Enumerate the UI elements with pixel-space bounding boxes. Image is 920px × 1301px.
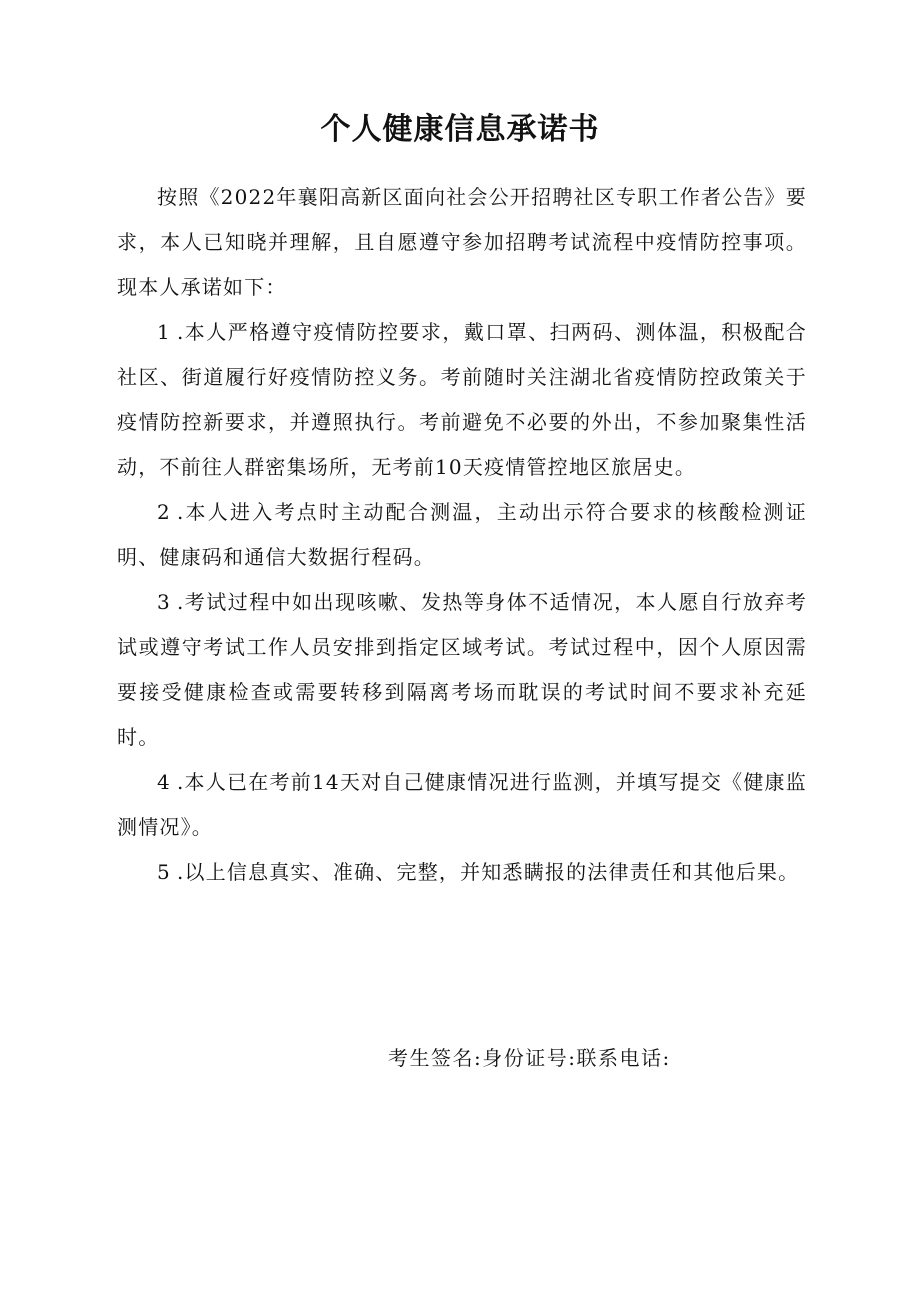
item-number: 2 <box>157 500 171 524</box>
item-number: 4 <box>157 770 171 794</box>
item-text: .考试过程中如出现咳嗽、发热等身体不适情况，本人愿自行放弃考试或遵守考试工作人员安排到指定区域考试。考试过程中，因个人原因需要接受健康检查或需要转移到隔离考场而耽误的考试时间不要求补充延时。 <box>117 590 807 749</box>
commitment-item-5 <box>117 850 807 895</box>
item-text: .本人进入考点时主动配合测温，主动出示符合要求的核酸检测证明、健康码和通信大数据行程码。 <box>117 500 807 569</box>
item-number: 5 <box>157 860 171 884</box>
commitment-item-2 <box>117 490 807 580</box>
commitment-item-3 <box>117 580 807 760</box>
document-title: 个人健康信息承诺书 <box>320 112 600 147</box>
signature-line <box>388 1038 671 1078</box>
item-number: 1 <box>157 320 171 344</box>
intro-paragraph: 按照《2022年襄阳高新区面向社会公开招聘社区专职工作者公告》要求，本人已知晓并理解，且自愿遵守参加招聘考试流程中疫情防控事项。现本人承诺如下： <box>117 185 807 299</box>
item-number: 3 <box>157 590 171 614</box>
commitment-item-4 <box>117 760 807 850</box>
commitment-item-1 <box>117 310 807 490</box>
document-body <box>117 175 807 895</box>
item-text: .以上信息真实、准确、完整，并知悉瞒报的法律责任和其他后果。 <box>176 860 800 884</box>
item-text: .本人严格遵守疫情防控要求，戴口罩、扫两码、测体温，积极配合社区、街道履行好疫情防控义务。考前随时关注湖北省疫情防控政策关于疫情防控新要求，并遵照执行。考前避免不必要的外出，不参加聚集性活动，不前往人群密集场所，无考前10天疫情管控地区旅居史。 <box>117 320 807 479</box>
id-number-label: 身份证号: <box>482 1046 577 1070</box>
item-text: .本人已在考前14天对自己健康情况进行监测，并填写提交《健康监测情况》。 <box>117 770 807 839</box>
phone-label: 联系电话: <box>576 1046 671 1070</box>
signature-label: 考生签名: <box>388 1046 483 1070</box>
